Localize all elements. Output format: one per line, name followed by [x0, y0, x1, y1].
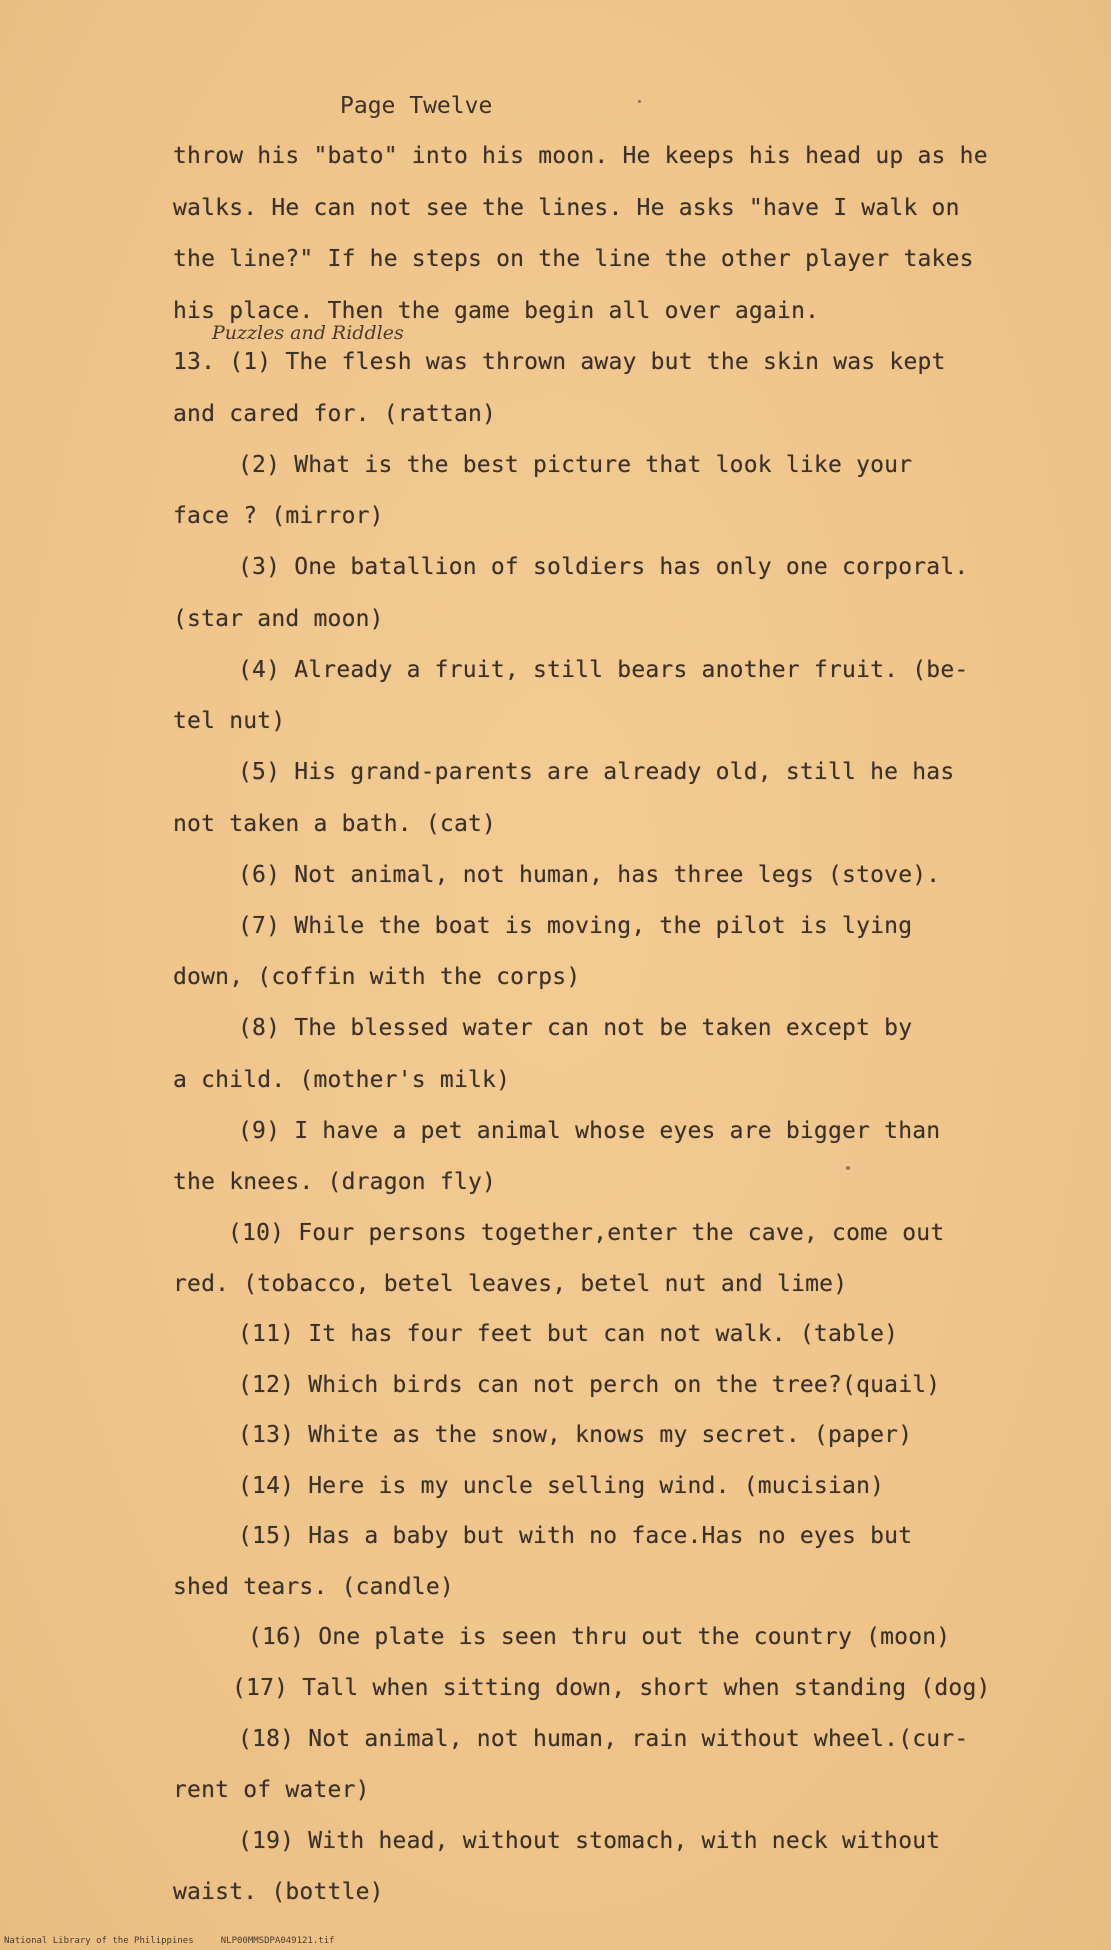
riddle-7-line-2: down, (coffin with the corps) [173, 964, 581, 990]
riddle-7-line-1: (7) While the boat is moving, the pilot is lying [238, 913, 913, 939]
paper-speck [846, 1166, 850, 1170]
riddle-18-line-1: (18) Not animal, not human, rain without wheel.(cur- [238, 1726, 969, 1752]
continuation-line-4: his place. Then the game begin all over again. [173, 298, 820, 324]
riddle-9-line-1: (9) I have a pet animal whose eyes are bigger than [238, 1118, 941, 1144]
riddle-19-line-1: (19) With head, without stomach, with neck without [238, 1828, 941, 1854]
riddle-4-line-1: (4) Already a fruit, still bears another fruit. (be- [238, 657, 969, 683]
riddle-11-line-1: (11) It has four feet but can not walk. (table) [238, 1321, 899, 1347]
riddle-5-line-1: (5) His grand-parents are already old, still he has [238, 759, 955, 785]
riddle-14-line-1: (14) Here is my uncle selling wind. (mucisian) [238, 1473, 885, 1499]
riddle-8-line-2: a child. (mother's milk) [173, 1067, 511, 1093]
riddle-16-line-1: (16) One plate is seen thru out the country (moon) [248, 1624, 951, 1650]
riddle-5-line-2: not taken a bath. (cat) [173, 811, 497, 837]
riddle-10-line-1: (10) Four persons together,enter the cave, come out [228, 1220, 945, 1246]
page-header: Page Twelve [340, 93, 493, 119]
riddle-3-line-2: (star and moon) [173, 606, 384, 632]
riddle-19-line-2: waist. (bottle) [173, 1879, 384, 1905]
riddle-10-line-2: red. (tobacco, betel leaves, betel nut and lime) [173, 1271, 848, 1297]
riddle-15-line-1: (15) Has a baby but with no face.Has no eyes but [238, 1523, 913, 1549]
paper-speck [638, 100, 641, 103]
riddle-1-line-1: 13. (1) The flesh was thrown away but the skin was kept [173, 349, 946, 375]
riddle-4-line-2: tel nut) [173, 708, 286, 734]
riddle-9-line-2: the knees. (dragon fly) [173, 1169, 497, 1195]
riddle-8-line-1: (8) The blessed water can not be taken except by [238, 1015, 913, 1041]
riddle-13-line-1: (13) White as the snow, knows my secret. (paper) [238, 1422, 913, 1448]
riddle-17-line-1: (17) Tall when sitting down, short when standing (dog) [232, 1675, 991, 1701]
handwritten-section-annotation: Puzzles and Riddles [212, 322, 404, 344]
continuation-line-3: the line?" If he steps on the line the other player takes [173, 246, 974, 272]
continuation-line-1: throw his "bato" into his moon. He keeps his head up as he [173, 143, 988, 169]
riddle-3-line-1: (3) One batallion of soldiers has only one corporal. [238, 554, 969, 580]
riddle-2-line-1: (2) What is the best picture that look like your [238, 452, 913, 478]
riddle-15-line-2: shed tears. (candle) [173, 1574, 454, 1600]
riddle-1-line-2: and cared for. (rattan) [173, 401, 497, 427]
riddle-12-line-1: (12) Which birds can not perch on the tree?(quail) [238, 1372, 941, 1398]
continuation-line-2: walks. He can not see the lines. He asks "have I walk on [173, 195, 960, 221]
scan-footer: National Library of the Philippines NLP00MMSDPA049121.tif [4, 1936, 335, 1946]
riddle-18-line-2: rent of water) [173, 1777, 370, 1803]
riddle-2-line-2: face ? (mirror) [173, 503, 384, 529]
riddle-6-line-1: (6) Not animal, not human, has three legs (stove). [238, 862, 941, 888]
